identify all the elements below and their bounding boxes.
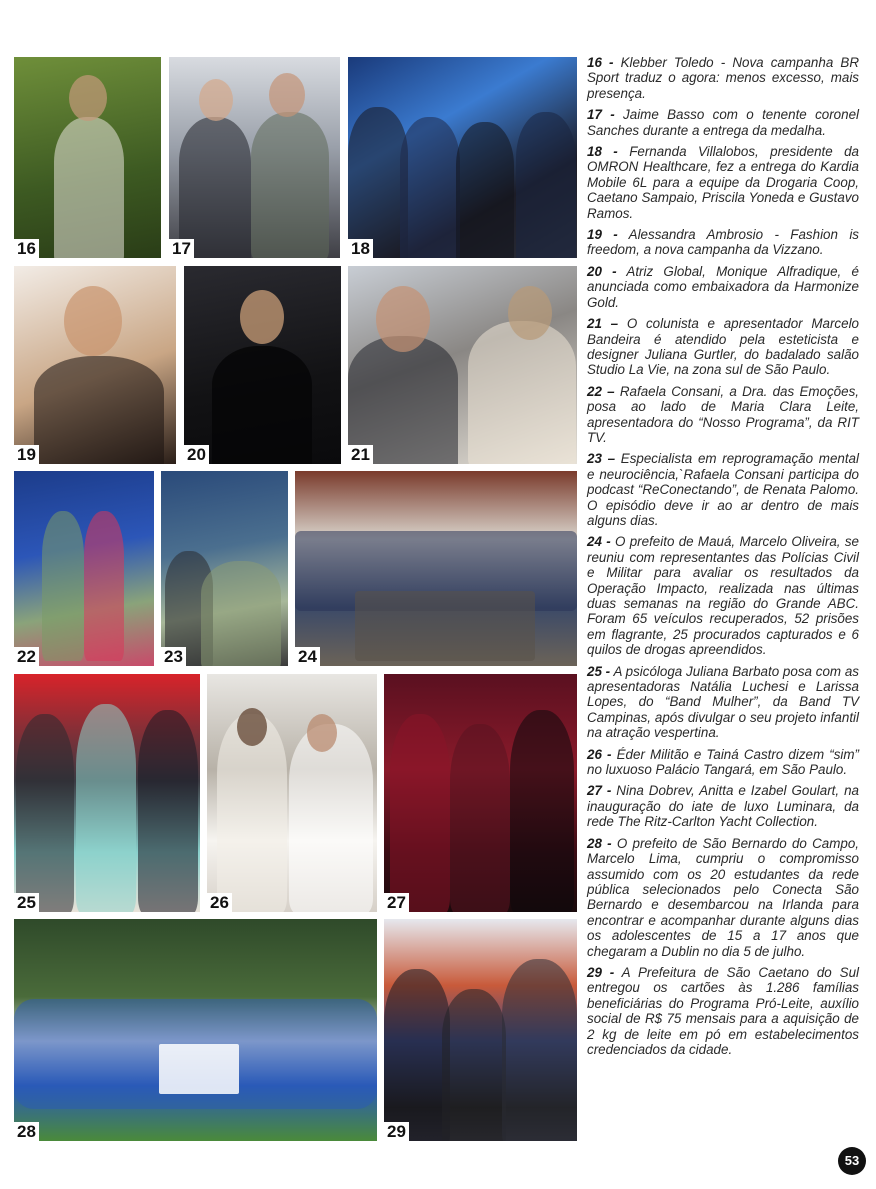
captions-column — [587, 55, 859, 1063]
caption-26 — [587, 747, 859, 778]
caption-number: 26 - — [587, 746, 612, 762]
caption-28 — [587, 836, 859, 959]
caption-number: 20 - — [587, 263, 617, 279]
photo-number: 20 — [184, 445, 209, 464]
caption-number: 18 - — [587, 144, 618, 160]
caption-21 — [587, 316, 859, 378]
photo-number: 27 — [384, 893, 409, 912]
caption-17 — [587, 107, 859, 138]
caption-number: 27 - — [587, 783, 612, 799]
caption-29 — [587, 965, 859, 1057]
caption-text: A Prefeitura de São Caetano do Sul entregou os cartões às 1.286 famílias beneficiárias do Programa Pró-Leite, auxílio social de R$ 75 mensais para a aquisição de 2 kg de leite em pó em estabelecimentos credenciados da cidade. — [587, 964, 859, 1057]
caption-text: Éder Militão e Tainá Castro dizem “sim” no luxuoso Palácio Tangará, em São Paulo. — [587, 746, 859, 778]
caption-number: 17 - — [587, 107, 615, 123]
caption-text: Fernanda Villalobos, presidente da OMRON Healthcare, fez a entrega do Kardia Mobile 6L para a equipe da Drogaria Coop, Caetano Sampaio, Priscila Yoneda e Gustavo Ramos. — [587, 144, 859, 221]
caption-number: 19 - — [587, 227, 618, 243]
caption-number: 24 - — [587, 534, 611, 550]
photo-18 — [348, 57, 577, 258]
caption-24 — [587, 534, 859, 657]
caption-text: Nina Dobrev, Anitta e Izabel Goulart, na inauguração do iate de luxo Luminara, da rede The Ritz-Carlton Yacht Collection. — [587, 783, 859, 830]
photo-19 — [14, 266, 176, 464]
photo-21 — [348, 266, 577, 464]
photo-number: 26 — [207, 893, 232, 912]
photo-number: 18 — [348, 239, 373, 258]
photo-number: 21 — [348, 445, 373, 464]
caption-25 — [587, 664, 859, 741]
photo-22 — [14, 471, 154, 666]
caption-number: 23 – — [587, 451, 616, 467]
caption-number: 21 – — [587, 316, 619, 332]
photo-28 — [14, 919, 377, 1141]
caption-20 — [587, 264, 859, 310]
photo-number: 22 — [14, 647, 39, 666]
caption-text: O prefeito de Mauá, Marcelo Oliveira, se reuniu com representantes das Polícias Civil e Militar para avaliar os resultados da Operação Impacto, realizada nas últimas duas semanas na região do Grande ABC. Foram 65 veículos recuperados, 52 prisões em flagrante, 25 procurados capturados e 6 quilos de drogas apreendidos. — [587, 534, 859, 658]
photo-20 — [184, 266, 341, 464]
caption-number: 29 - — [587, 964, 615, 980]
photo-number: 28 — [14, 1122, 39, 1141]
photo-24 — [295, 471, 577, 666]
caption-number: 22 – — [587, 383, 615, 399]
photo-17 — [169, 57, 340, 258]
caption-text: A psicóloga Juliana Barbato posa com as apresentadoras Natália Luchesi e Larissa Lopes, do “Band Mulher”, da Band TV Campinas, após divulgar o seu projeto infantil na atração vespertina. — [587, 663, 859, 741]
photo-26 — [207, 674, 377, 912]
photo-25 — [14, 674, 200, 912]
photo-number: 24 — [295, 647, 320, 666]
caption-text: Jaime Basso com o tenente coronel Sanches durante a entrega da medalha. — [587, 107, 859, 138]
photo-number: 25 — [14, 893, 39, 912]
page-number: 53 — [838, 1147, 866, 1175]
photo-23 — [161, 471, 288, 666]
photo-number: 17 — [169, 239, 194, 258]
photo-27 — [384, 674, 577, 912]
photo-number: 19 — [14, 445, 39, 464]
caption-text: Atriz Global, Monique Alfradique, é anunciada como embaixadora da Harmonize Gold. — [587, 263, 859, 310]
photo-number: 29 — [384, 1122, 409, 1141]
caption-number: 25 - — [587, 663, 611, 679]
caption-text: Alessandra Ambrosio - Fashion is freedom, a nova campanha da Vizzano. — [587, 227, 859, 258]
caption-27 — [587, 783, 859, 829]
caption-text: O prefeito de São Bernardo do Campo, Marcelo Lima, cumpriu o compromisso assumido com os 20 estudantes da rede pública selecionados pelo Conecta São Bernardo e desembarcou na Irlanda para encontrar e acompanhar durante alguns dias os adolescentes de 15 a 17 anos que chegaram a Dublin no dia 5 de julho. — [587, 835, 859, 959]
caption-22 — [587, 384, 859, 446]
caption-19 — [587, 227, 859, 258]
caption-number: 28 - — [587, 835, 612, 851]
caption-23 — [587, 451, 859, 528]
caption-text: O colunista e apresentador Marcelo Bandeira é atendido pela esteticista e designer Juliana Gurtler, do badalado salão Studio La Vie, na zona sul de São Paulo. — [587, 316, 859, 378]
caption-number: 16 - — [587, 55, 614, 70]
photo-29 — [384, 919, 577, 1141]
caption-16 — [587, 55, 859, 101]
caption-18 — [587, 144, 859, 221]
caption-text: Especialista em reprogramação mental e neurociência,`Rafaela Consani participa do podcast “ReConectando”, de Renata Palomo. O episódio deve ir ao ar dentro de mais alguns dias. — [587, 451, 859, 528]
photo-16 — [14, 57, 161, 258]
photo-number: 23 — [161, 647, 186, 666]
caption-text: Klebber Toledo - Nova campanha BR Sport traduz o agora: menos excesso, mais presença. — [587, 55, 859, 101]
photo-number: 16 — [14, 239, 39, 258]
caption-text: Rafaela Consani, a Dra. das Emoções, posa ao lado de Maria Clara Leite, apresentadora do “Nosso Programa”, da RIT TV. — [587, 383, 859, 445]
